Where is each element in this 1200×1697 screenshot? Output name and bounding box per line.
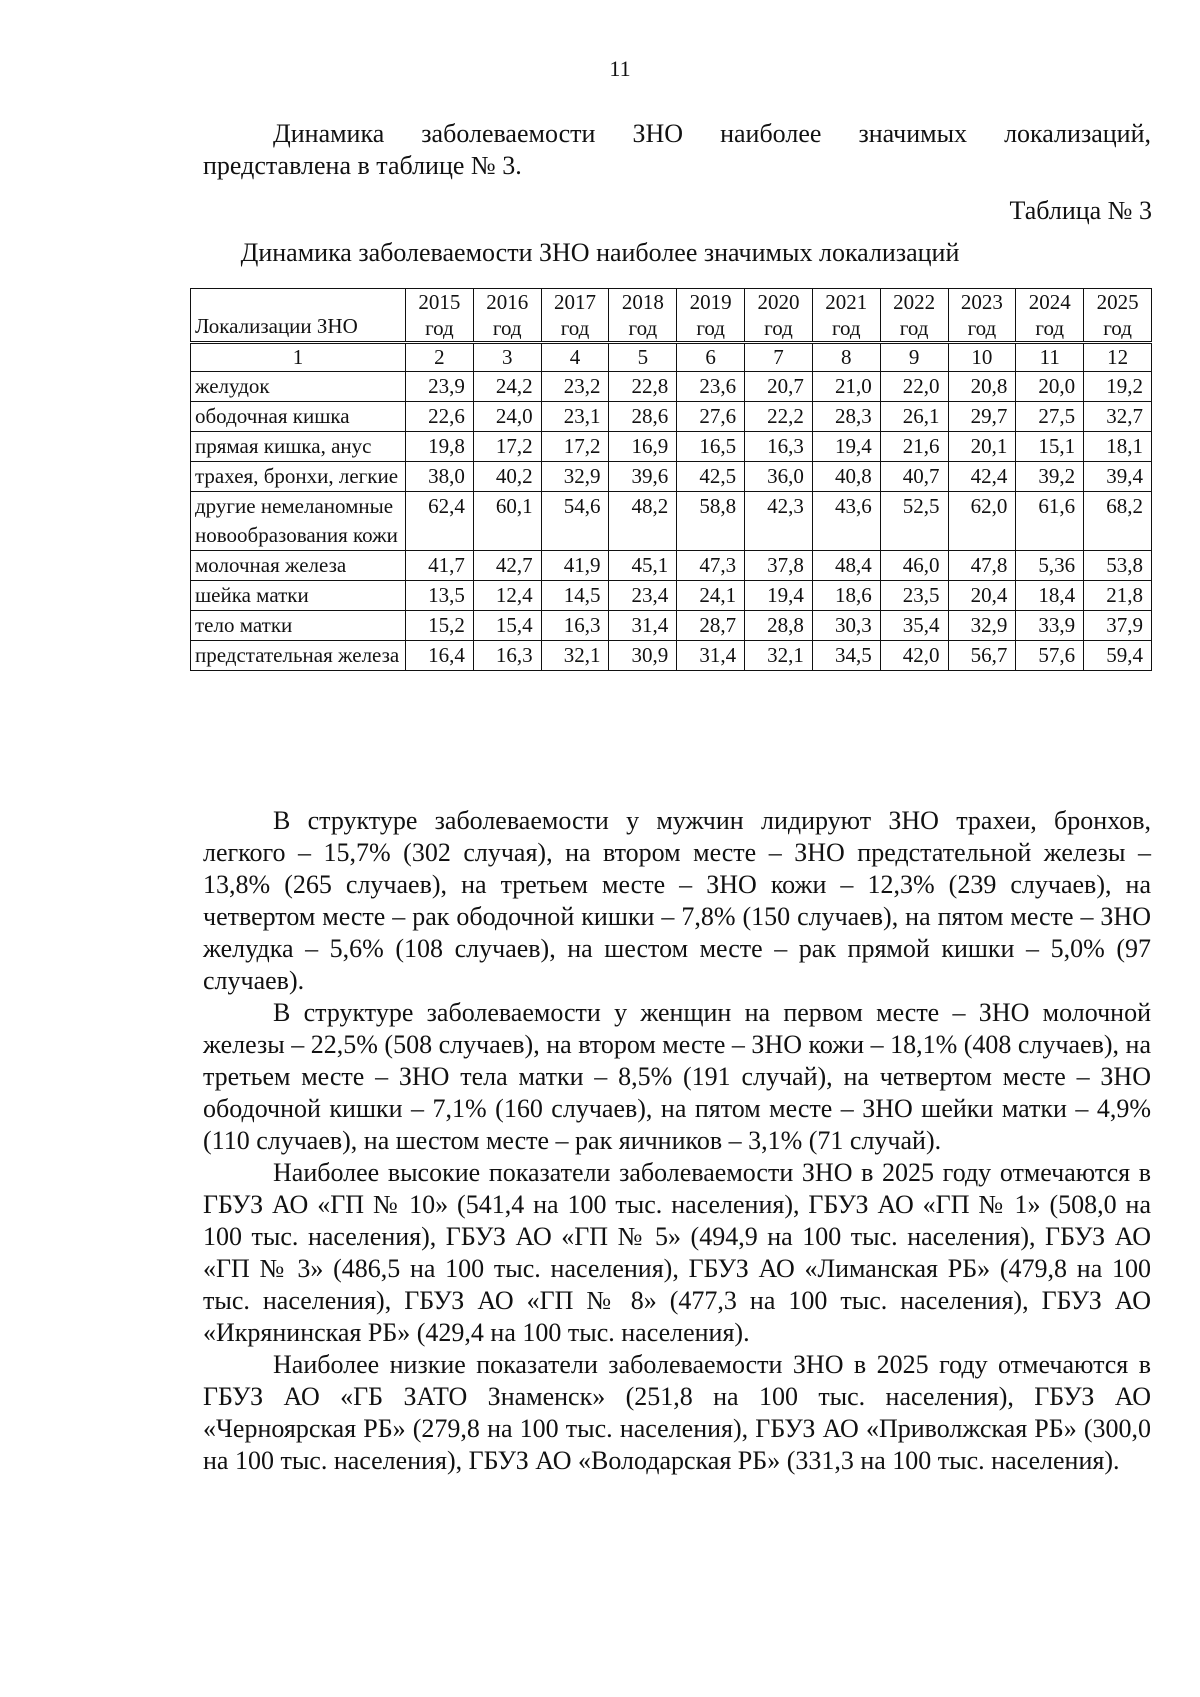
incidence-value: 32,1 — [541, 641, 609, 671]
column-number: 6 — [677, 343, 745, 372]
incidence-value: 21,6 — [880, 432, 948, 462]
table-row — [191, 551, 1152, 581]
incidence-value: 16,3 — [473, 641, 541, 671]
table-row — [191, 402, 1152, 432]
header-row — [191, 289, 1152, 343]
incidence-value: 59,4 — [1084, 641, 1152, 671]
incidence-value: 62,0 — [948, 492, 1016, 551]
incidence-value: 15,2 — [406, 611, 474, 641]
localization-name: ободочная кишка — [191, 402, 406, 432]
header-localization: Локализации ЗНО — [191, 289, 406, 343]
table-row — [191, 462, 1152, 492]
incidence-value: 27,5 — [1016, 402, 1084, 432]
header-year-value: 2017 — [554, 290, 597, 314]
incidence-value: 28,7 — [677, 611, 745, 641]
localization-name: молочная железа — [191, 551, 406, 581]
incidence-value: 47,3 — [677, 551, 745, 581]
localization-name: желудок — [191, 372, 406, 402]
header-year-value: 2016 — [486, 290, 529, 314]
column-number: 8 — [812, 343, 880, 372]
column-number: 5 — [609, 343, 677, 372]
incidence-value: 18,6 — [812, 581, 880, 611]
body-paragraph: Наиболее низкие показатели заболеваемости ЗНО в 2025 году отмечаются в ГБУЗ АО «ГБ ЗАТО Знаменск» (251,8 на 100 тыс. населения), ГБУЗ АО «Черноярская РБ» (279,8 на 100 тыс. населения), ГБУЗ АО «Приволжская РБ» (300,0 на 100 тыс. населения), ГБУЗ АО «Володарская РБ» (331,3 на 100 тыс. населения). — [203, 1350, 1151, 1475]
incidence-value: 20,8 — [948, 372, 1016, 402]
header-year-suffix: год — [967, 316, 997, 340]
incidence-value: 32,9 — [948, 611, 1016, 641]
incidence-value: 23,9 — [406, 372, 474, 402]
incidence-value: 20,0 — [1016, 372, 1084, 402]
incidence-value: 40,2 — [473, 462, 541, 492]
header-year — [812, 289, 880, 343]
header-year-suffix: год — [425, 316, 454, 340]
table-title: Динамика заболеваемости ЗНО наиболее значимых локализаций — [240, 238, 960, 267]
incidence-value: 53,8 — [1084, 551, 1152, 581]
incidence-value: 15,4 — [473, 611, 541, 641]
incidence-value: 48,4 — [812, 551, 880, 581]
incidence-value: 13,5 — [406, 581, 474, 611]
header-year-suffix: год — [899, 316, 929, 340]
incidence-value: 40,7 — [880, 462, 948, 492]
column-number: 11 — [1016, 343, 1084, 372]
incidence-value: 37,9 — [1084, 611, 1152, 641]
incidence-value: 21,8 — [1084, 581, 1152, 611]
incidence-value: 24,2 — [473, 372, 541, 402]
intro-paragraph: Динамика заболеваемости ЗНО наиболее значимых локализаций, представлена в таблице № 3. — [203, 119, 1151, 180]
incidence-value: 16,9 — [609, 432, 677, 462]
column-number: 7 — [745, 343, 813, 372]
column-number: 10 — [948, 343, 1016, 372]
incidence-value: 62,4 — [406, 492, 474, 551]
incidence-value: 61,6 — [1016, 492, 1084, 551]
header-year-suffix: год — [696, 316, 725, 340]
table-label: Таблица № 3 — [1009, 196, 1152, 225]
header-year-value: 2024 — [1028, 290, 1071, 314]
localization-name: трахея, бронхи, легкие — [191, 462, 406, 492]
incidence-value: 43,6 — [812, 492, 880, 551]
incidence-value: 56,7 — [948, 641, 1016, 671]
header-year — [609, 289, 677, 343]
table-row — [191, 581, 1152, 611]
header-year-suffix: год — [1035, 316, 1065, 340]
incidence-value: 30,9 — [609, 641, 677, 671]
header-year — [677, 289, 745, 343]
incidence-value: 60,1 — [473, 492, 541, 551]
incidence-value: 32,9 — [541, 462, 609, 492]
incidence-value: 22,8 — [609, 372, 677, 402]
header-year — [406, 289, 474, 343]
header-year-value: 2023 — [960, 290, 1003, 314]
incidence-value: 26,1 — [880, 402, 948, 432]
incidence-value: 29,7 — [948, 402, 1016, 432]
body-paragraph: Наиболее высокие показатели заболеваемости ЗНО в 2025 году отмечаются в ГБУЗ АО «ГП № 10» (541,4 на 100 тыс. населения), ГБУЗ АО «ГП № 1» (508,0 на 100 тыс. населения), ГБУЗ АО «ГП № 5» (494,9 на 100 тыс. населения), ГБУЗ АО «ГП № 3» (486,5 на 100 тыс. населения), ГБУЗ АО «Лиманская РБ» (479,8 на 100 тыс. населения), ГБУЗ АО «ГП № 8» (477,3 на 100 тыс. населения), ГБУЗ АО «Икрянинская РБ» (429,4 на 100 тыс. населения). — [203, 1158, 1151, 1347]
incidence-table — [190, 288, 1152, 671]
incidence-value: 23,1 — [541, 402, 609, 432]
table-header — [191, 289, 1152, 372]
header-year-value: 2015 — [418, 290, 461, 314]
incidence-value: 19,2 — [1084, 372, 1152, 402]
incidence-value: 40,8 — [812, 462, 880, 492]
incidence-value: 37,8 — [745, 551, 813, 581]
incidence-value: 57,6 — [1016, 641, 1084, 671]
incidence-value: 18,4 — [1016, 581, 1084, 611]
incidence-value: 32,1 — [745, 641, 813, 671]
localization-name: шейка матки — [191, 581, 406, 611]
incidence-value: 68,2 — [1084, 492, 1152, 551]
incidence-value: 34,5 — [812, 641, 880, 671]
incidence-value: 23,5 — [880, 581, 948, 611]
incidence-value: 47,8 — [948, 551, 1016, 581]
incidence-value: 16,4 — [406, 641, 474, 671]
header-year — [1084, 289, 1152, 343]
header-year — [880, 289, 948, 343]
table-row — [191, 432, 1152, 462]
table-row — [191, 372, 1152, 402]
incidence-value: 22,6 — [406, 402, 474, 432]
body-paragraph: В структуре заболеваемости у женщин на первом месте – ЗНО молочной железы – 22,5% (508 случаев), на втором месте – ЗНО кожи – 18,1% (408 случаев), на третьем месте – ЗНО тела матки – 8,5% (191 случай), на четвертом месте – ЗНО ободочной кишки – 7,1% (160 случаев), на пятом месте – ЗНО шейки матки – 4,9% (110 случаев), на шестом месте – рак яичников – 3,1% (71 случай). — [203, 998, 1151, 1155]
incidence-value: 20,1 — [948, 432, 1016, 462]
incidence-value: 39,2 — [1016, 462, 1084, 492]
table-body — [191, 372, 1152, 671]
header-year-value: 2022 — [893, 290, 936, 314]
incidence-value: 16,5 — [677, 432, 745, 462]
incidence-value: 14,5 — [541, 581, 609, 611]
table-row — [191, 641, 1152, 671]
column-number: 3 — [473, 343, 541, 372]
incidence-value: 23,2 — [541, 372, 609, 402]
incidence-value: 18,1 — [1084, 432, 1152, 462]
incidence-value: 31,4 — [677, 641, 745, 671]
incidence-value: 17,2 — [541, 432, 609, 462]
header-year-value: 2018 — [621, 290, 664, 314]
header-year-value: 2020 — [757, 290, 800, 314]
incidence-value: 42,3 — [745, 492, 813, 551]
incidence-value: 16,3 — [541, 611, 609, 641]
header-year-suffix: год — [492, 316, 522, 340]
incidence-value: 45,1 — [609, 551, 677, 581]
incidence-value: 46,0 — [880, 551, 948, 581]
incidence-value: 21,0 — [812, 372, 880, 402]
localization-name: предстательная железа — [191, 641, 406, 671]
incidence-value: 33,9 — [1016, 611, 1084, 641]
incidence-value: 24,0 — [473, 402, 541, 432]
incidence-value: 48,2 — [609, 492, 677, 551]
incidence-value: 35,4 — [880, 611, 948, 641]
incidence-value: 54,6 — [541, 492, 609, 551]
incidence-value: 20,7 — [745, 372, 813, 402]
incidence-value: 41,9 — [541, 551, 609, 581]
table-row — [191, 492, 1152, 551]
incidence-value: 39,4 — [1084, 462, 1152, 492]
header-year-value: 2021 — [825, 290, 868, 314]
incidence-value: 19,4 — [812, 432, 880, 462]
header-year-value: 2025 — [1096, 290, 1139, 314]
incidence-value: 20,4 — [948, 581, 1016, 611]
incidence-value: 42,7 — [473, 551, 541, 581]
body-paragraph: В структуре заболеваемости у мужчин лидируют ЗНО трахеи, бронхов, легкого – 15,7% (302 случая), на втором месте – ЗНО предстательной железы – 13,8% (265 случаев), на третьем месте – ЗНО кожи – 12,3% (239 случаев), на четвертом месте – рак ободочной кишки – 7,8% (150 случаев), на пятом месте – ЗНО желудка – 5,6% (108 случаев), на шестом месте – рак прямой кишки – 5,0% (97 случаев). — [203, 806, 1151, 995]
incidence-value: 36,0 — [745, 462, 813, 492]
localization-name: прямая кишка, анус — [191, 432, 406, 462]
incidence-value: 22,0 — [880, 372, 948, 402]
incidence-value: 28,3 — [812, 402, 880, 432]
incidence-value: 42,5 — [677, 462, 745, 492]
header-year — [541, 289, 609, 343]
localization-name: тело матки — [191, 611, 406, 641]
column-number: 4 — [541, 343, 609, 372]
incidence-value: 19,4 — [745, 581, 813, 611]
incidence-value: 28,8 — [745, 611, 813, 641]
column-number: 9 — [880, 343, 948, 372]
header-year-suffix: год — [1103, 316, 1132, 340]
column-number: 2 — [406, 343, 474, 372]
localization-name: другие немеланомные новообразования кожи — [191, 492, 406, 551]
incidence-value: 30,3 — [812, 611, 880, 641]
header-year-value: 2019 — [689, 290, 732, 314]
incidence-value: 16,3 — [745, 432, 813, 462]
column-number-row — [191, 343, 1152, 372]
incidence-value: 17,2 — [473, 432, 541, 462]
incidence-value: 41,7 — [406, 551, 474, 581]
incidence-value: 12,4 — [473, 581, 541, 611]
body-text — [203, 805, 1151, 1477]
header-year-suffix: год — [628, 316, 658, 340]
incidence-value: 52,5 — [880, 492, 948, 551]
header-year — [948, 289, 1016, 343]
incidence-value: 42,0 — [880, 641, 948, 671]
incidence-value: 5,36 — [1016, 551, 1084, 581]
incidence-value: 28,6 — [609, 402, 677, 432]
page-number: 11 — [609, 56, 631, 81]
incidence-value: 58,8 — [677, 492, 745, 551]
incidence-value: 19,8 — [406, 432, 474, 462]
incidence-value: 38,0 — [406, 462, 474, 492]
table-row — [191, 611, 1152, 641]
incidence-value: 23,4 — [609, 581, 677, 611]
incidence-value: 39,6 — [609, 462, 677, 492]
incidence-value: 22,2 — [745, 402, 813, 432]
incidence-value: 24,1 — [677, 581, 745, 611]
column-number: 12 — [1084, 343, 1152, 372]
incidence-value: 32,7 — [1084, 402, 1152, 432]
incidence-value: 15,1 — [1016, 432, 1084, 462]
header-year-suffix: год — [560, 316, 590, 340]
column-number: 1 — [191, 343, 406, 372]
header-year — [745, 289, 813, 343]
incidence-value: 31,4 — [609, 611, 677, 641]
header-year-suffix: год — [831, 316, 861, 340]
incidence-value: 42,4 — [948, 462, 1016, 492]
header-year — [473, 289, 541, 343]
incidence-value: 23,6 — [677, 372, 745, 402]
header-year-suffix: год — [764, 316, 793, 340]
incidence-value: 27,6 — [677, 402, 745, 432]
header-year — [1016, 289, 1084, 343]
